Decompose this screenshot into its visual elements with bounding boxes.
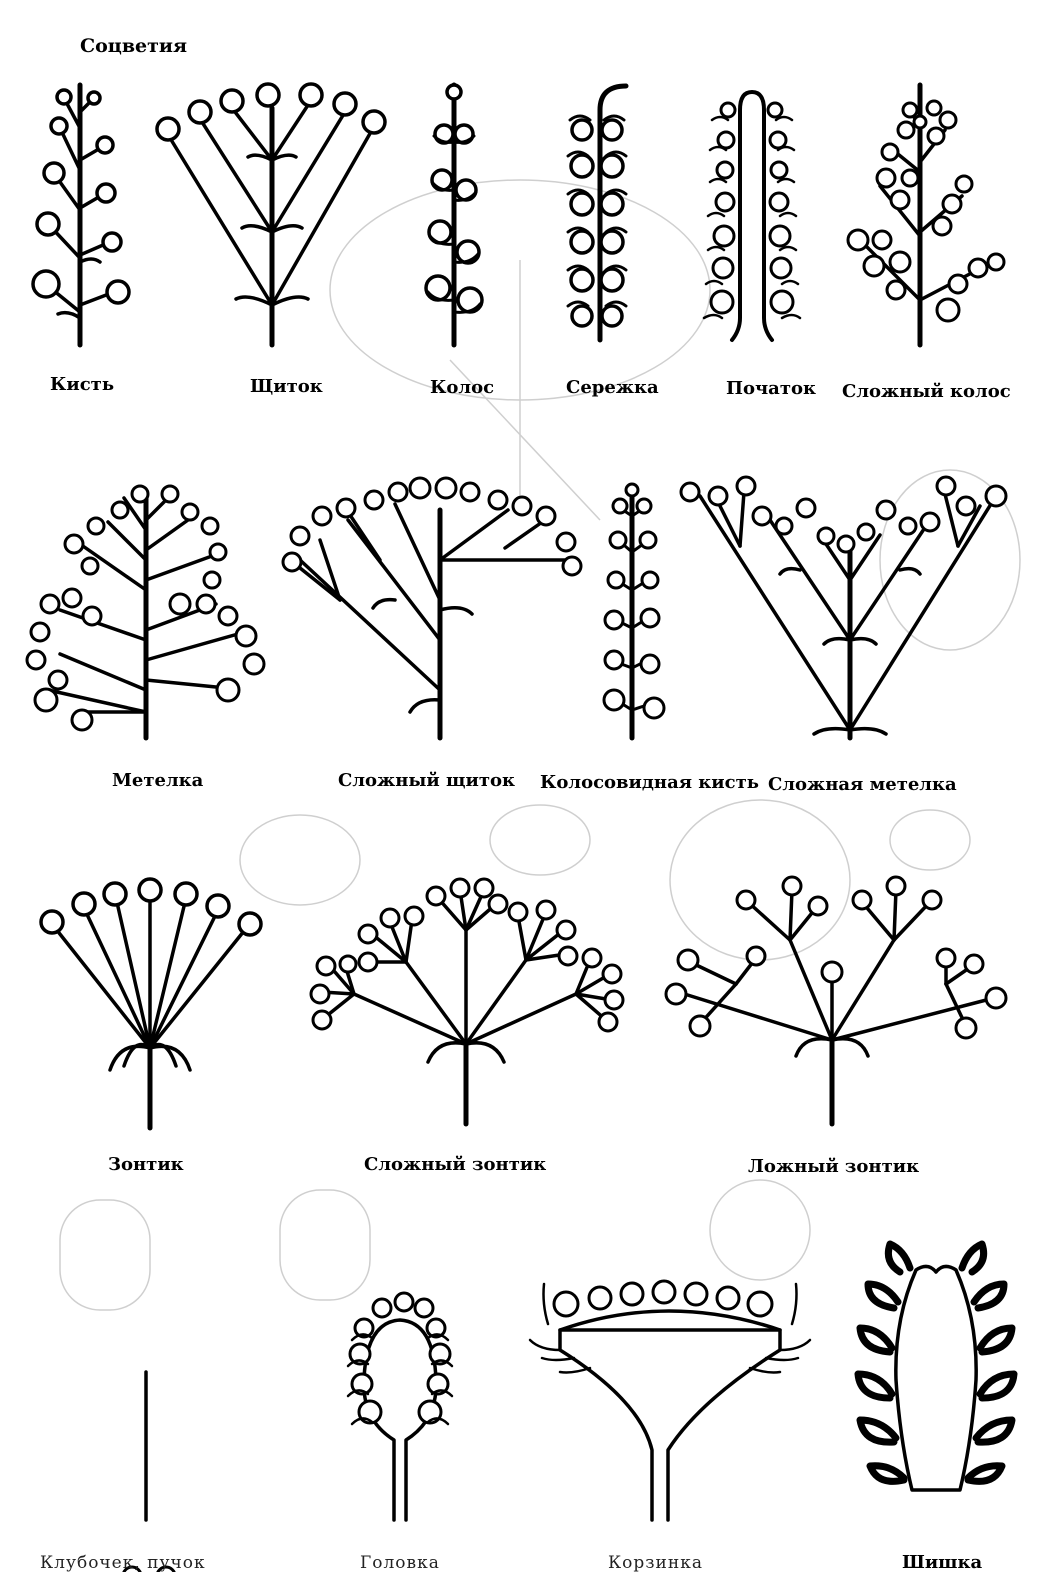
spike-like-raceme-diagram: [604, 484, 664, 738]
label-shchitok: Щиток: [250, 376, 323, 397]
label-zontik: Зонтик: [108, 1154, 184, 1175]
label-golovka: Головка: [360, 1553, 440, 1572]
label-slozhny-kolos: Сложный колос: [842, 381, 1011, 402]
compound-umbel-diagram: [311, 879, 623, 1124]
label-metelka: Метелка: [112, 770, 204, 791]
raceme-diagram: [33, 85, 129, 345]
basket-diagram: [530, 1281, 810, 1520]
background-ghost-drawing: [60, 180, 1020, 1310]
compound-spike-diagram: [848, 85, 1004, 345]
label-korzinka: Корзинка: [608, 1553, 703, 1572]
false-umbel-diagram: [666, 877, 1006, 1124]
label-slozhny-shchitok: Сложный щиток: [338, 770, 516, 791]
head-diagram: [348, 1293, 452, 1520]
catkin-diagram: [568, 86, 626, 340]
compound-corymb-diagram: [283, 478, 581, 738]
glomerule-diagram: [43, 1372, 249, 1572]
spadix-diagram: [704, 92, 800, 340]
compound-panicle-diagram: [681, 477, 1006, 738]
label-shishka: Шишка: [902, 1552, 983, 1572]
label-pochatok: Початок: [726, 378, 816, 399]
label-serezhka: Сережка: [566, 377, 659, 398]
corymb-diagram: [157, 84, 385, 345]
panicle-diagram: [27, 486, 264, 738]
spike-diagram: [426, 85, 482, 345]
section-title: Соцветия: [80, 35, 188, 57]
label-lozhny-zontik: Ложный зонтик: [748, 1156, 920, 1177]
umbel-diagram: [41, 879, 261, 1128]
label-kolos: Колос: [430, 377, 495, 398]
cone-diagram: [858, 1244, 1014, 1490]
label-kist: Кисть: [50, 374, 115, 395]
label-slozhnaya-metelka: Сложная метелка: [768, 774, 957, 795]
label-slozhny-zontik: Сложный зонтик: [364, 1154, 547, 1175]
label-klubochek: Клубочек, пучок: [40, 1553, 206, 1572]
label-kolosovidnaya-kist: Колосовидная кисть: [540, 772, 759, 793]
